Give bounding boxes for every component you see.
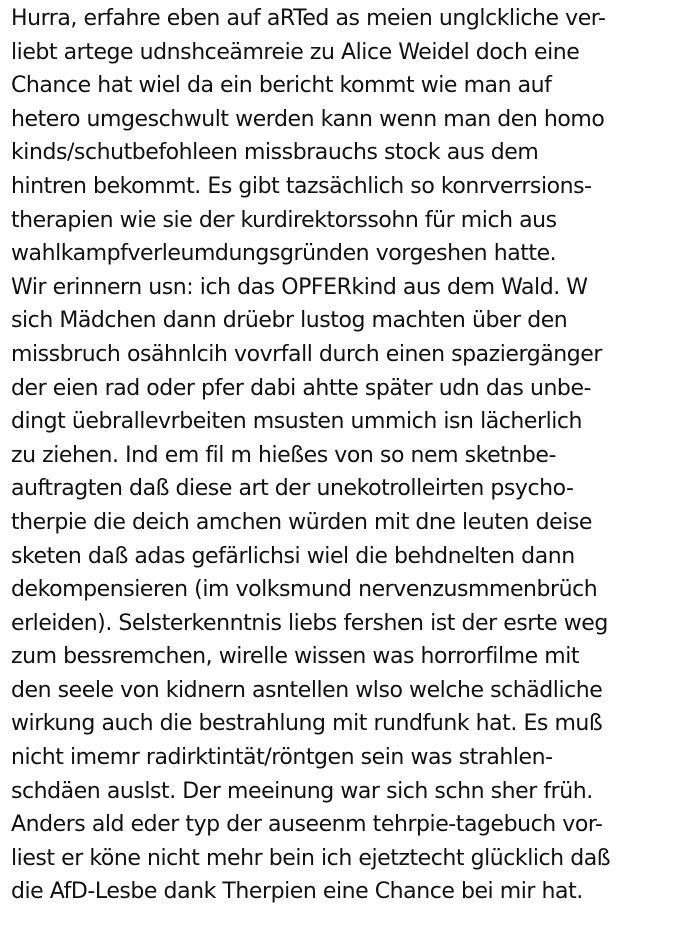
text-line: therpie die deich amchen würden mit dne leuten deise <box>11 509 592 535</box>
text-line: erleiden). Selsterkenntnis liebs fershen ist der esrte weg <box>11 610 608 636</box>
text-line: nicht imemr radirktintät/röntgen sein was strahlen- <box>11 745 553 771</box>
text-line: Hurra, erfahre eben auf aRTed as meien unglckliche ver- <box>11 6 606 31</box>
text-line: kinds/schutbefohleen missbrauchs stock aus dem <box>11 140 539 166</box>
text-line: wahlkampfverleumdungsgründen vorgeshen hatte. <box>11 241 557 267</box>
text-line: der eien rad oder pfer dabi ahtte später udn das unbe- <box>11 375 592 401</box>
text-line: zu ziehen. Ind em fil m hießes von so nem sketnbe- <box>11 442 556 468</box>
text-line: therapien wie sie der kurdirektorssohn für mich aus <box>11 207 557 233</box>
document-page <box>11 2 679 938</box>
text-line: sketen daß adas gefärlichsi wiel die behdnelten dann <box>11 543 575 569</box>
text-line: hintren bekommt. Es gibt tazsächlich so konrverrsions- <box>11 173 592 199</box>
text-line: Anders ald eder typ der auseenm tehrpie-tagebuch vor- <box>11 812 603 838</box>
text-line: zum bessremchen, wirelle wissen was horrorfilme mit <box>11 644 580 670</box>
text-line: sich Mädchen dann drüebr lustog machten über den <box>11 308 568 334</box>
text-line: hetero umgeschwult werden kann wenn man den homo <box>11 106 605 132</box>
text-line: liebt artege udnshceämreie zu Alice Weidel doch eine <box>11 39 580 65</box>
text-line: Wir erinnern usn: ich das OPFERkind aus dem Wald. W <box>11 274 588 300</box>
text-line: dekompensieren (im volksmund nervenzusmmenbrüch <box>11 577 598 603</box>
text-line: die AfD-Lesbe dank Therpien eine Chance bei mir hat. <box>11 879 583 905</box>
text-line: dingt üebrallevrbeiten msusten ummich isn lächerlich <box>11 409 583 435</box>
text-line: auftragten daß diese art der unekotrolleirten psycho- <box>11 476 574 502</box>
text-line: liest er köne nicht mehr bein ich ejetztecht glücklich daß <box>11 845 611 871</box>
text-line: schdäen auslst. Der meeinung war sich schn sher früh. <box>11 778 593 804</box>
text-line: Chance hat wiel da ein bericht kommt wie man auf <box>11 73 552 99</box>
text-line: missbruch osähnlcih vovrfall durch einen spaziergänger <box>11 341 602 367</box>
text-line: den seele von kidnern asntellen wlso welche schädliche <box>11 677 603 703</box>
text-line: wirkung auch die bestrahlung mit rundfunk hat. Es muß <box>11 711 603 737</box>
